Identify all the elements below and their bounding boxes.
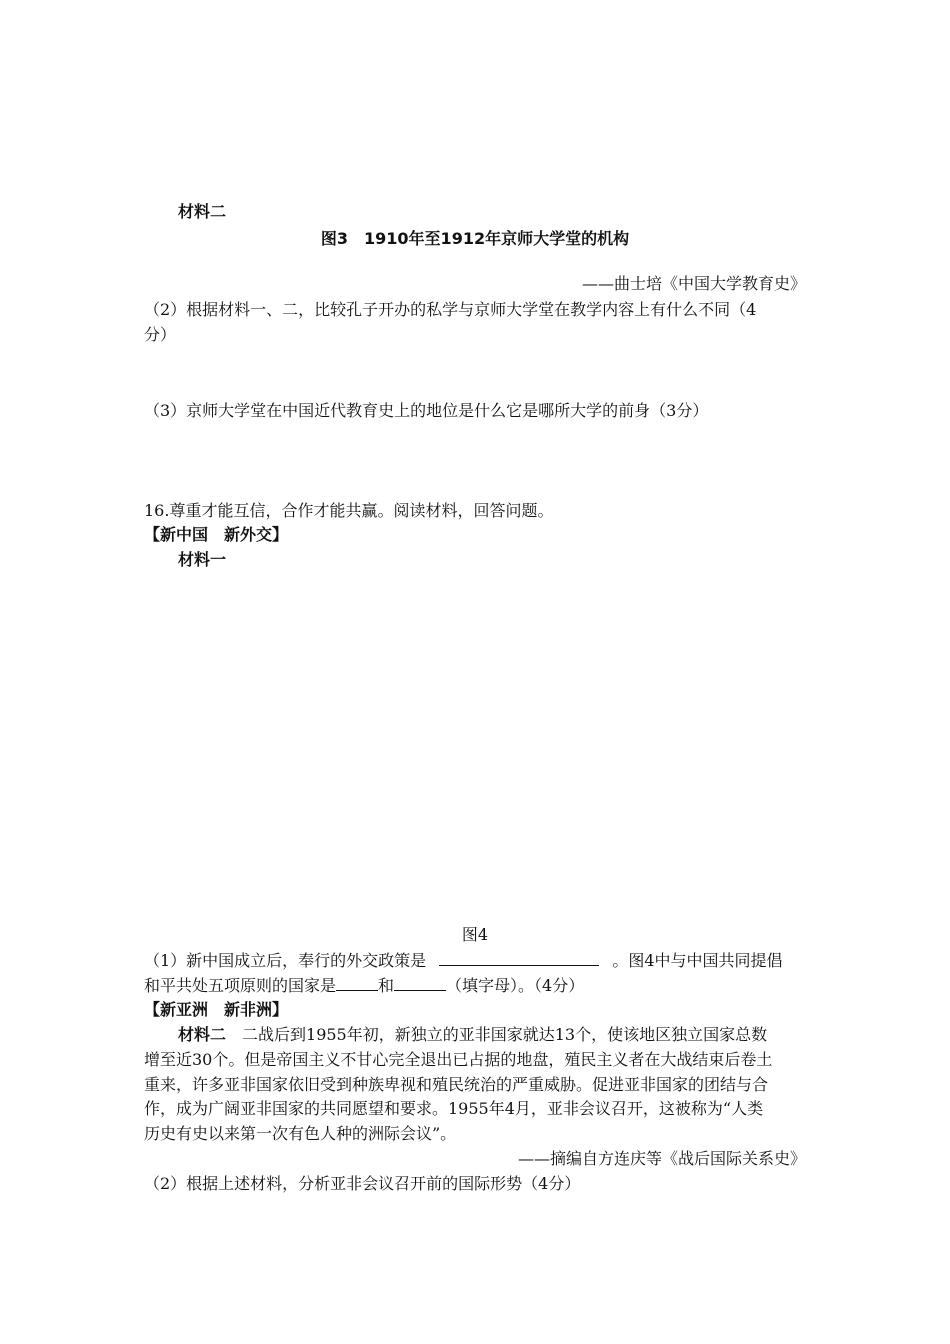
question-2-line1: （2）根据材料一、二，比较孔子开办的私学与京师大学堂在教学内容上有什么不同（4 (144, 300, 757, 319)
question-3: （3）京师大学堂在中国近代教育史上的地位是什么它是哪所大学的前身（3分） (144, 401, 709, 420)
question-text: （填字母）。（4分） (446, 976, 585, 995)
answer-blank-country-1[interactable] (336, 974, 378, 991)
question-16-intro: 16.尊重才能互信，合作才能共赢。阅读材料，回答问题。 (144, 501, 554, 520)
answer-blank-policy[interactable] (439, 949, 599, 966)
question-16-1-line1 (144, 949, 783, 972)
material2-line5: 历史有史以来第一次有色人种的洲际会议”。 (144, 1124, 457, 1143)
material2-line4: 作，成为广阔亚非国家的共同愿望和要求。1955年4月，亚非会议召开，这被称为“人类 (144, 1099, 764, 1118)
material2-line3: 重来，许多亚非国家依旧受到种族卑视和殖民统治的严重威胁。促进亚非国家的团结与合 (144, 1075, 769, 1094)
question-16-1-line2 (144, 974, 584, 997)
question-text: 和 (378, 976, 395, 995)
material2-line2: 增至近30个。但是帝国主义不甘心完全退出已占据的地盘，殖民主义者在大战结束后卷土 (144, 1050, 773, 1069)
material2-line1 (178, 1024, 767, 1046)
material1-label: 材料一 (178, 550, 227, 569)
section-heading-new-diplomacy: 【新中国 新外交】 (144, 525, 289, 544)
material2-label: 材料二 (178, 202, 227, 221)
material2-text: 二战后到1955年初，新独立的亚非国家就达13个，使该地区独立国家总数 (242, 1025, 768, 1044)
material2-label-2: 材料二 (178, 1025, 227, 1044)
answer-blank-country-2[interactable] (394, 974, 446, 991)
question-16-2: （2）根据上述材料，分析亚非会议召开前的国际形势（4分） (144, 1174, 581, 1193)
section-heading-new-asia-africa: 【新亚洲 新非洲】 (144, 1000, 289, 1019)
question-text: （1）新中国成立后，奉行的外交政策是 (144, 951, 427, 970)
question-text: 。图4中与中国共同提倡 (612, 951, 783, 970)
question-text: 和平共处五项原则的国家是 (144, 976, 337, 995)
figure4-image-area (178, 578, 772, 908)
figure4-caption: 图4 (461, 925, 489, 944)
source-citation-2: ——摘编自方连庆等《战后国际关系史》 (517, 1149, 806, 1168)
source-citation: ——曲士培《中国大学教育史》 (581, 274, 806, 293)
question-2-line2: 分） (144, 325, 177, 344)
figure3-caption: 图3 1910年至1912年京师大学堂的机构 (320, 229, 630, 248)
